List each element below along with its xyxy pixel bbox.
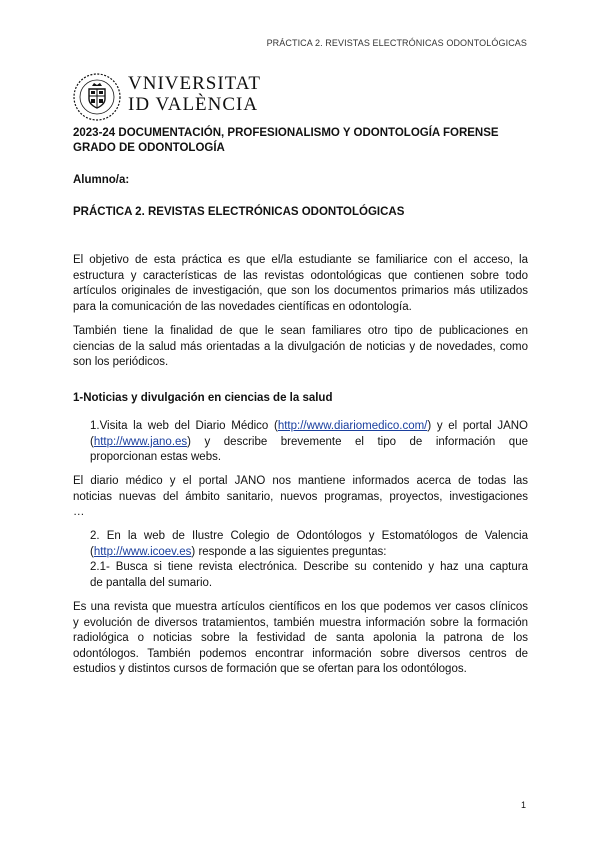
a2-line: radiológica o noticias sobre la festividad de santa apolonia la patrona de los: [73, 632, 528, 644]
logo-line-1: VNIVERSITAT: [128, 73, 261, 94]
section-1-heading: 1-Noticias y divulgación en ciencias de la salud: [73, 392, 333, 404]
intro-line: artículos originales de investigación, que son los documentos primarios más utilizados: [73, 285, 528, 297]
running-header: PRÁCTICA 2. REVISTAS ELECTRÓNICAS ODONTOLÓGICAS: [266, 38, 527, 48]
a1-line: noticias nuevas del ámbito sanitario, nuevos programas, proyectos, investigaciones: [73, 490, 528, 503]
course-title-line-1: 2023-24 DOCUMENTACIÓN, PROFESIONALISMO Y ODONTOLOGÍA FORENSE: [73, 127, 499, 139]
q1-text: 1.Visita la web del Diario Médico (: [90, 420, 278, 432]
q2-text: 2. En la web de Ilustre Colegio de Odontólogos y Estomatólogos de Valencia: [90, 530, 528, 542]
intro-line: El objetivo de esta práctica es que el/la estudiante se familiarice con el acceso, la: [73, 254, 528, 266]
jano-link[interactable]: http://www.jano.es: [93, 435, 188, 448]
a2-line: odontólogos. También podemos encontrar información sobre diversos centros de: [73, 647, 528, 660]
intro2-line: son los periódicos.: [73, 356, 169, 368]
course-title-line-2: GRADO DE ODONTOLOGÍA: [73, 142, 225, 154]
university-wordmark: [128, 74, 261, 116]
intro-line: estructura y características de las revistas odontológicas que contienen sobre todo: [73, 269, 528, 282]
a1-line: El diario médico y el portal JANO nos mantiene informados acerca de todas las: [73, 475, 528, 487]
intro-paragraph: [73, 253, 528, 315]
a1-line: …: [73, 506, 85, 518]
q1-text: ) y describe brevemente el tipo de información que: [187, 435, 528, 448]
answer-1: [73, 474, 528, 521]
university-seal-icon: [72, 72, 122, 122]
q1-text: proporcionan estas webs.: [90, 451, 222, 463]
intro-paragraph-2: [73, 324, 528, 371]
q2-text: de pantalla del sumario.: [90, 576, 213, 589]
q2-text: 2.1- Busca si tiene revista electrónica. Describe su contenido y haz una captura: [90, 561, 528, 573]
diario-medico-link[interactable]: http://www.diariomedico.com/: [277, 420, 428, 432]
page-number: 1: [520, 800, 526, 810]
q1-text: ) y el portal JANO: [427, 420, 528, 432]
answer-2: [73, 600, 528, 678]
question-2: [90, 529, 528, 591]
intro2-line: ciencias de la salud más orientadas a la divulgación de noticias y de novedades, como: [73, 340, 528, 353]
icoev-link[interactable]: http://www.icoev.es: [93, 545, 192, 558]
question-1: [90, 419, 528, 466]
logo-line-2: ID VALÈNCIA: [128, 94, 259, 115]
intro-line: para la comunicación de las novedades científicas en odontología.: [73, 300, 412, 313]
q2-text: (: [90, 545, 94, 558]
a2-line: estudios y distintos cursos de formación que se ofertan para los odontólogos.: [73, 663, 467, 675]
intro2-line: También tiene la finalidad de que le sean familiares otro tipo de publicaciones en: [73, 325, 528, 337]
a2-line: Es una revista que muestra artículos científicos en los que podemos ver casos clínicos: [73, 601, 528, 613]
a2-line: y evolución de diversos tratamientos, también muestra información sobre la formación: [73, 616, 528, 629]
university-logo: [72, 72, 261, 120]
student-label: Alumno/a:: [73, 174, 130, 186]
q2-text: ) responde a las siguientes preguntas:: [191, 545, 387, 558]
q1-text: (: [90, 435, 94, 448]
practice-title: PRÁCTICA 2. REVISTAS ELECTRÓNICAS ODONTOLÓGICAS: [73, 206, 405, 218]
